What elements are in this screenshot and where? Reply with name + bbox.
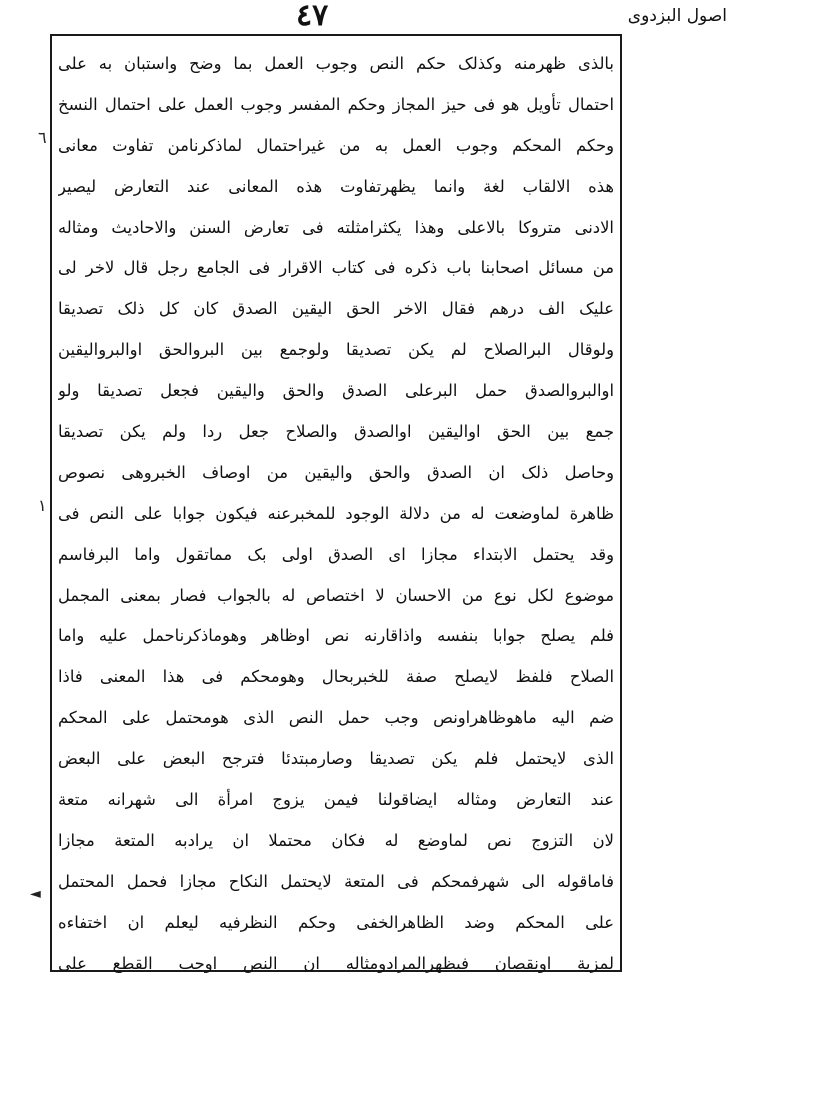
- text-line: عند التعارض ومثاله ایضاقولنا فیمن یزوج امرأة الی شهرانه متعة: [58, 790, 614, 810]
- text-line: من مسائل اصحابنا باب ذکره فی کتاب الاقرار فی الجامع رجل قال لاخر لی: [58, 258, 614, 278]
- text-line: الصلاح فلفظ لایصلح صفة للخبربحال وهومحکم فی هذا المعنی فاذا: [58, 667, 614, 687]
- text-line: احتمال تأویل هو فی حیز المجاز وحکم المفسر وجوب العمل علی احتمال النسخ: [58, 94, 614, 114]
- text-line: علی المحکم وضد الظاهرالخفی وحکم النظرفیه لیعلم ان اختفاءه: [58, 912, 614, 932]
- page-number: ٤٧: [296, 0, 329, 33]
- margin-note-mark: ٦: [38, 128, 47, 147]
- text-line: ضم الیه ماهوظاهراونص وجب حمل النص الذی هومحتمل علی المحکم: [58, 708, 614, 728]
- text-line: فاماقوله الی شهرفمحکم فی المتعة لایحتمل النکاح مجازا فحمل المحتمل: [58, 871, 614, 891]
- text-line: لان التزوج نص لماوضع له فکان محتملا ان یرادبه المتعة مجازا: [58, 830, 614, 850]
- text-line: ولوقال البرالصلاح لم یکن تصدیقا ولوجمع بین البروالحق اوالبروالیقین: [58, 340, 614, 360]
- text-line: الذی لایحتمل فلم یکن تصدیقا وصارمبتدئا فترجح البعض علی البعض: [58, 749, 614, 769]
- text-line: الادنی متروکا بالاعلی وهذا یکثرامثلته فی تعارض السنن والاحادیث ومثاله: [58, 217, 614, 237]
- running-header-title: اصول البزدوی: [627, 6, 727, 26]
- text-frame: [50, 34, 622, 972]
- text-line: وحاصل ذلک ان الصدق والحق والیقین من اوصاف الخبروهی نصوص: [58, 462, 614, 482]
- text-line: جمع بین الحق اوالیقین اوالصدق والصلاح جعل ردا ولم یکن تصدیقا: [58, 422, 614, 442]
- margin-arrow-icon: ◄: [30, 886, 41, 902]
- margin-note-mark: ١: [38, 496, 47, 515]
- text-line: هذه الالقاب لغة وانما یظهرتفاوت هذه المعانی عند التعارض لیصیر: [58, 176, 614, 196]
- text-line: فلم یصلح جوابا بنفسه واذاقارنه نص اوظاهر وهوماذکرناحمل علیه واما: [58, 626, 614, 646]
- text-line: لمزیة اونقصان فیظهرالمرادومثاله ان النص اوجب القطع علی: [58, 953, 614, 973]
- body-text: [58, 44, 614, 984]
- text-line: موضوع لکل نوع من الاحسان لا اختصاص له بالجواب فصار بمعنی المجمل: [58, 585, 614, 605]
- text-line: ظاهرة لماوضعت له من دلالة الوجود للمخبرعنه فیکون جوابا علی النص فی: [58, 503, 614, 523]
- text-line: وحکم المحکم وجوب العمل به من غیراحتمال لماذکرنامن تفاوت معانی: [58, 135, 614, 155]
- text-line: اوالبروالصدق حمل البرعلی الصدق والحق والیقین فجعل تصدیقا ولو: [58, 381, 614, 401]
- text-line: وقد یحتمل الابتداء مجازا ای الصدق اولی بک مماتقول واما البرفاسم: [58, 544, 614, 564]
- text-line: بالذی ظهرمنه وکذلک حکم النص وجوب العمل بما وضح واستبان به علی: [58, 54, 614, 73]
- text-line: علیک الف درهم فقال الاخر الحق الیقین الصدق کان کل ذلک تصدیقا: [58, 299, 614, 319]
